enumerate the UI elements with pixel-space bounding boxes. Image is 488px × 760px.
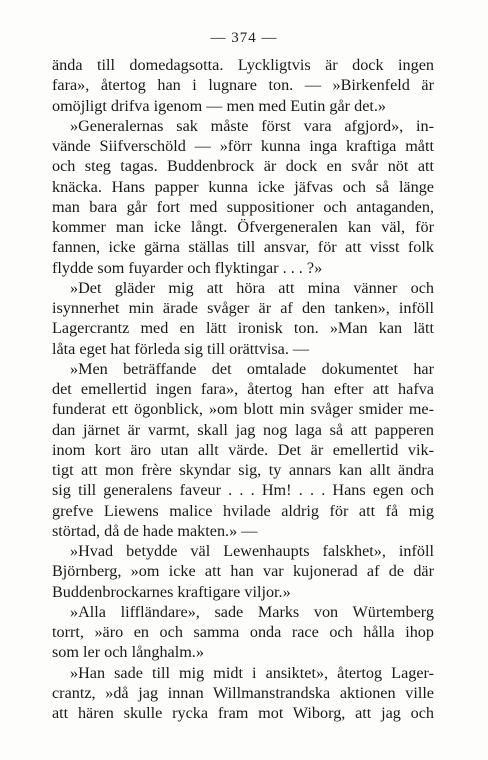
text-line: fannen, icke gärna ställas till ansvar, för att visst folk: [52, 238, 434, 257]
text-line: torrt, »äro en och samma onda race och hålla ihop: [52, 623, 434, 641]
text-line: crantz, »då jag innan Willmanstrandska aktionen ville: [52, 683, 434, 702]
text-line: som ler och långhalm.»: [52, 643, 204, 662]
body-text: [52, 55, 434, 723]
text-line: »Hvad betydde väl Lewenhaupts falskhet», inföll: [70, 542, 434, 560]
text-line: omöjligt drifva igenom — men med Eutin går det.»: [52, 96, 387, 115]
text-line: dan järnet är varmt, skall jag nog laga så att papperen: [52, 420, 434, 439]
text-line: grefve Liewens malice hvilade aldrig för att få mig: [52, 501, 434, 520]
text-line: »Han sade till mig midt i ansiktet», återtog Lager-: [70, 663, 434, 682]
text-line: man bara går fort med suppositioner och antaganden,: [52, 197, 434, 216]
text-line: flydde som fuyarder och flyktingar . . . ?»: [52, 258, 323, 277]
text-line: vände Siifverschöld — »förr kunna inga kraftiga mått: [52, 137, 434, 155]
text-line: »Det gläder mig att höra att mina vänner och: [70, 278, 434, 297]
text-line: knäcka. Hans papper kunna icke jäfvas och så länge: [52, 177, 434, 196]
text-line: låta eget hat förleda sig till orättvisa. —: [52, 339, 310, 358]
text-line: Lagercrantz med en lätt ironisk ton. »Man kan lätt: [52, 319, 434, 338]
text-line: kommer man icke långt. Öfvergeneralen kan väl, för: [52, 218, 434, 236]
text-line: ända till domedagsotta. Lyckligtvis är dock ingen: [52, 56, 434, 74]
text-line: Björnberg, »om icke att han var kujonerad af de där: [52, 562, 434, 581]
text-line: fara», återtog han i lugnare ton. — »Birkenfeld är: [52, 76, 434, 95]
page-number: — 374 —: [210, 30, 278, 46]
text-line: tigt att mon frère skyndar sig, ty annars kan allt ändra: [52, 461, 434, 479]
text-line: att hären skulle rycka fram mot Wiborg, att jag och: [52, 704, 434, 722]
text-line: det emellertid ingen fara», återtog han efter att hafva: [52, 380, 434, 398]
text-line: isynnerhet min ärade svåger är af den tanken», inföll: [52, 299, 434, 317]
text-line: »Alla liffländare», sade Marks von Würtemberg: [70, 602, 434, 621]
text-line: störtad, då de hade makten.» —: [52, 521, 258, 540]
text-line: inom kort äro utan allt värde. Det är emellertid vik-: [52, 440, 434, 459]
text-line: funderat ett ögonblick, »om blott min svåger smider me-: [52, 400, 434, 419]
text-line: och steg tagas. Buddenbrock är dock en svår nöt att: [52, 157, 434, 176]
text-line: »Men beträffande det omtalade dokumentet har: [70, 359, 434, 378]
text-line: Buddenbrockarnes kraftigare viljor.»: [52, 582, 291, 601]
text-line: »Generalernas sak måste först vara afgjord», in-: [70, 116, 434, 135]
text-line: sig till generalens faveur . . . Hm! . . . Hans egen och: [52, 481, 434, 500]
